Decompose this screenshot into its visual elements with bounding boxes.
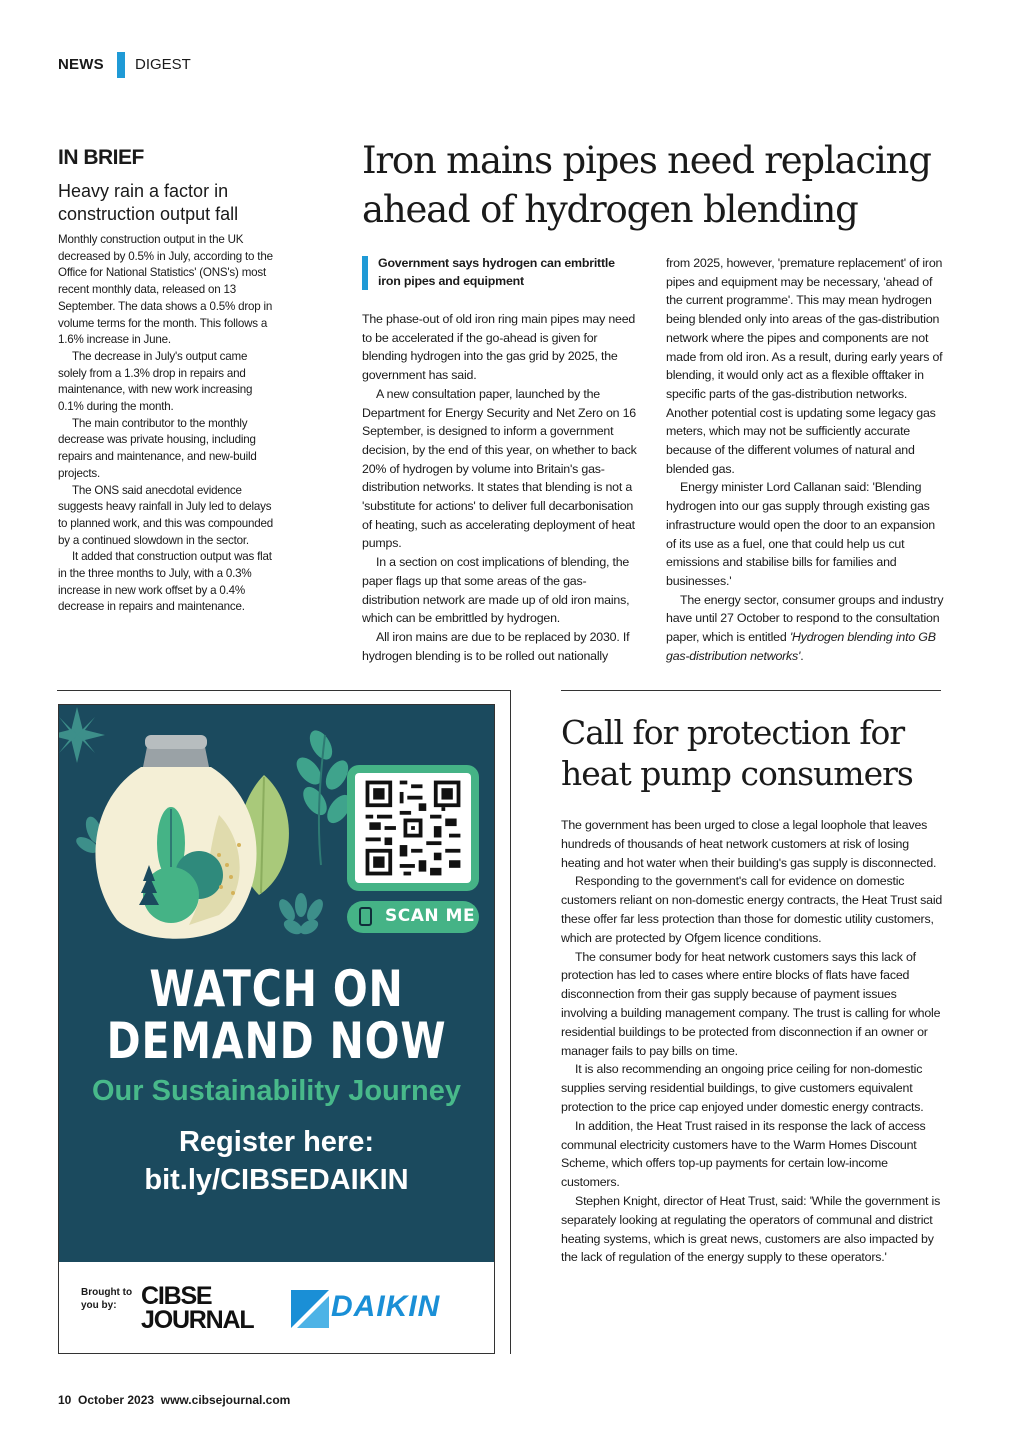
in-brief-body: [58, 232, 274, 616]
article-headline: Iron mains pipes need replacing ahead of hydrogen blending: [362, 139, 931, 231]
register-label: Register here:: [178, 1126, 374, 1158]
subsection-label: DIGEST: [135, 56, 191, 73]
paragraph: Responding to the government's call for evidence on domestic customers reliant on non-domestic energy contracts, the Heat Trust said these offer far less protection than those for domestic utility customers, which are protected by Ofgem licence conditions.: [561, 874, 943, 945]
paragraph: The phase-out of old iron ring main pipes may need to be accelerated if the go-ahead is given for blending hydrogen into the gas grid by 2025, the government has said.: [362, 312, 636, 383]
qr-code-icon[interactable]: [355, 773, 471, 883]
ad-sponsor-strip: [59, 1262, 494, 1353]
page-number: 10: [58, 1393, 72, 1407]
page-footer: [58, 1393, 290, 1407]
paragraph: The consumer body for heat network customers says this lack of protection has led to cases where entire blocks of flats have faced disconnection from their gas supply because of payment issues involving a building management company. The trust is calling for whole residential buildings to be protected from disconnection if an owner or manager fails to pay bills on time.: [561, 949, 941, 1058]
divider-rule-vertical: [510, 690, 511, 1354]
paragraph: Monthly construction output in the UK decreased by 0.5% in July, according to the Office for National Statistics' (ONS's) most recent monthly data, released on 13 September. The data shows a 0.5% drop in volume terms for the month. This follows a 1.6% increase in June.: [58, 233, 273, 347]
standfirst-bar: [362, 256, 368, 290]
paragraph: In a section on cost implications of blending, the paper flags up that some areas of the gas-distribution network are made up of old iron mains, which can be embrittled by hydrogen.: [362, 555, 630, 626]
section-label: NEWS: [58, 56, 104, 73]
paragraph: It added that construction output was flat in the three months to July, with a 0.3% increase in new work offset by a 0.4% decrease in repairs and maintenance.: [58, 550, 272, 614]
article-headline: Call for protection for heat pump consumers: [561, 713, 913, 793]
site-url[interactable]: www.cibsejournal.com: [160, 1393, 291, 1407]
article-column-2: [666, 254, 946, 665]
paragraph: It is also recommending an ongoing price ceiling for non-domestic supplies serving residential buildings, to give customers equivalent protection to the price cap enjoyed under domestic energy contracts.: [561, 1062, 924, 1114]
phone-icon: [359, 907, 372, 926]
register-link[interactable]: bit.ly/CIBSEDAIKIN: [144, 1164, 409, 1196]
paragraph: The ONS said anecdotal evidence suggests heavy rainfall in July led to delays to planned work, and this was compounded by a continued slowdown in the sector.: [58, 483, 273, 547]
ad-headline-line: WATCH ON: [149, 960, 404, 1018]
article-column-1: [362, 310, 640, 665]
paragraph: from 2025, however, 'premature replacement' of iron pipes and equipment may be necessary, 'ahead of the current programme'. This may mean hydrogen being blended only into areas of the gas-distribution network where the pipes and components are not made from old iron. As a result, during early years of blending, it would only act as a flexible offtaker in specific parts of the gas-distribution networks. Another potential cost is updating some legacy gas meters, which may not be sufficiently accurate because of the different volumes of natural and blended gas.: [666, 256, 943, 476]
in-brief-headline: Heavy rain a factor in construction output fall: [58, 181, 239, 224]
paragraph: A new consultation paper, launched by the Department for Energy Security and Net Zero on 16 September, is designed to inform a government decision, by the end of this year, on whether to back 20% of hydrogen by volume into Britain's gas-distribution networks. It states that blending is not a 'substitute for actions' to deliver full decarbonisation of heating, such as accelerating deployment of heat pumps.: [362, 386, 637, 551]
divider-rule: [57, 690, 511, 691]
qr-code-graphic: [355, 773, 471, 883]
section-divider: [117, 52, 125, 78]
scan-me-button[interactable]: [347, 901, 479, 933]
article-standfirst: Government says hydrogen can embrittle iron pipes and equipment: [378, 256, 615, 288]
paragraph: The decrease in July's output came solely from a 1.3% drop in repairs and maintenance, with new work increasing 0.1% during the month.: [58, 349, 253, 414]
paragraph: Energy minister Lord Callanan said: 'Blending hydrogen into our gas supply through existing gas infrastructure would open the door to an expansion of its use as a fuel, one that could help us cut emissions and stabilise bills for families and businesses.': [666, 480, 935, 588]
scan-me-label: SCAN ME: [385, 906, 476, 926]
qr-code-frame[interactable]: [347, 765, 479, 891]
paragraph: The government has been urged to close a legal loophole that leaves hundreds of thousands of heat network customers at risk of losing heating and hot water when their building's gas supply is disconnected.: [561, 818, 937, 870]
cibse-journal-logo: [141, 1284, 253, 1332]
advertisement[interactable]: [58, 704, 495, 1354]
paragraph-end: .: [800, 648, 804, 663]
logo-line: JOURNAL: [141, 1306, 254, 1334]
in-brief-label: IN BRIEF: [58, 146, 144, 169]
lightbulb-illustration: [59, 705, 359, 945]
paragraph: Stephen Knight, director of Heat Trust, said: 'While the government is separately looking at regulating the operators of communal and district heating systems, which is great news, customers are also impacted by the lack of regulation of the energy supply to these operators.': [561, 1193, 941, 1265]
consultation-title: 'Hydrogen blending into GB gas-distribution networks': [666, 630, 936, 663]
paragraph: [666, 591, 946, 666]
paragraph-text: The energy sector, consumer groups and industry have until 27 October to respond to the consultation paper, which is entitled: [666, 592, 944, 645]
paragraph: In addition, the Heat Trust raised in its response the lack of access communal electricity customers have to the Warm Homes Discount Scheme, which offers top-up payments for certain low-income customers.: [561, 1118, 926, 1190]
ad-headline: [98, 960, 455, 1070]
logo-line: CIBSE: [141, 1282, 212, 1310]
brought-by-label: Brought to you by:: [81, 1287, 133, 1311]
paragraph: All iron mains are due to be replaced by 2030. If hydrogen blending is to be rolled out nationally: [362, 629, 630, 663]
ad-panel: [59, 705, 494, 1262]
divider-rule: [561, 690, 941, 691]
ad-headline-line: DEMAND NOW: [106, 1012, 447, 1070]
ad-subtitle: Our Sustainability Journey: [91, 1075, 462, 1107]
article-body: [561, 816, 945, 1267]
issue-date: October 2023: [78, 1393, 155, 1407]
paragraph: The main contributor to the monthly decrease was private housing, including repairs and maintenance, and new-build projects.: [58, 416, 257, 480]
daikin-logo-icon: [291, 1290, 329, 1328]
ad-register: [59, 1123, 494, 1199]
daikin-logo: DAIKIN: [331, 1290, 441, 1323]
